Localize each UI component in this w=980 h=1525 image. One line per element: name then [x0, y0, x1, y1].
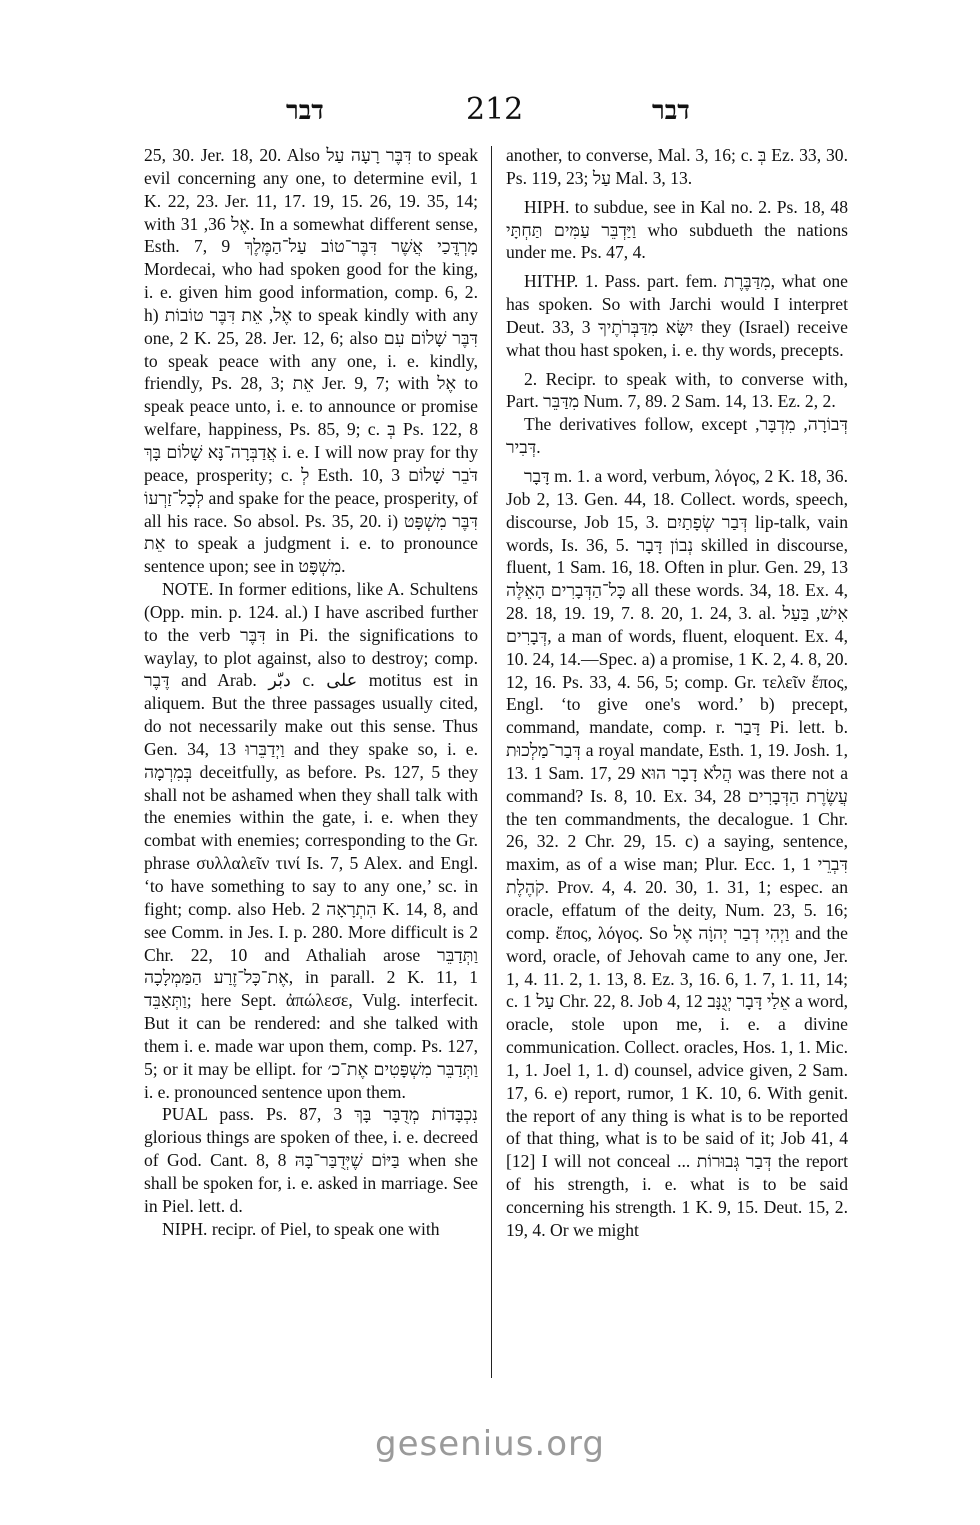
right-paragraph: another, to converse, Mal. 3, 16; c. בְּ Ez. 33, 30. Ps. 119, 23; עַל Mal. 3, 13.: [506, 145, 848, 188]
dabar-entry: דָּבָר m. 1. a word, verbum, λόγος, 2 K. 18, 36. Job 2, 13. Gen. 44, 18. Collect. words, speech, discourse, Job 15, 3. דְּבַר שְׂפָתַיִם lip-talk, vain words, Is. 36, 5. נְבוֹן דָּבָר skilled in discourse, fluent, 1 Sam. 16, 18. Often in plur. Gen. 29, 13 כָּל־הַדְּבָרִים הָאֵלֶּה all these words. 34, 18. Ex. 4, 28. 18, 19. 19, 7. 8. 20, 1. 24, 3. al. אִישׁ, בַּעַל דְּבָרִים, a man of words, fluent, eloquent. Ex. 4, 10. 24, 14.—Spec. a) a promise, 1 K. 2, 4. 8, 20. 12, 16. Ps. 33, 4. 56, 5; comp. Gr. τελεῖν ἔπος, Engl. ‘to give one's word.’ b) precept, command, mandate, comp. r. דָּבַר Pi. lett. b. דְּבַר־מַלְכוּת a royal mandate, Esth. 1, 19. Josh. 1, 13. 1 Sam. 17, 29 הֲלֹא דָבָר הוּא was there not a command? Is. 8, 10. Ex. 34, 28 עֲשֶׂרֶת הַדְּבָרִים the ten commandments, the decalogue. 1 Chr. 26, 32. 2 Chr. 29, 15. c) a saying, sentence, maxim, as of a wise man; Plur. Ecc. 1, 1 דִּבְרֵי קֹהֶלֶת. Prov. 4, 4. 20. 30, 1. 31, 1; espec. an oracle, effatum of the deity, Num. 23, 5. 16; comp. ἔπος, λόγος. So וַיְהִי דְבַר יְהוָֹה אֶל and the word, oracle, of Jehovah came to any one, Jer. 1, 4. 11. 2, 1. 13, 8. Ez. 3, 16. 6, 1. 7, 1. 11, 14; c. עַל 1 Chr. 22, 8. Job 4, 12 אֵלַי דָּבָר יְגֻנָּב a word, oracle, stole upon me, i. e. a divine communication. Collect. oracles, Hos. 1, 1. Mic. 1, 1. Joel 1, 1. d) counsel, advice given, 2 Sam. 17, 6. e) report, rumor, 1 K. 10, 6. With genit. the report of any thing is what is to be reported of that thing, what is to be said of it; Job 41, 4 [12] I will not conceal ... דְּבַר גְּבוּרוֹת the report of his strength, i. e. what is to be said concerning his strength. 1 K. 9, 15. Deut. 15, 2. 19, 4. Or we might: [506, 465, 849, 1240]
column-divider: [491, 146, 492, 1378]
hiph-paragraph: HIPH. to subdue, see in Kal no. 2. Ps. 18, 48 וַיַּדְבֵּר עַמִּים תַּחְתָּי who subdueth the nations under me. Ps. 47, 4.: [506, 196, 848, 263]
hithp-paragraph: HITHP. 1. Pass. part. fem. מִדַּבֶּרֶת, what one has spoken. So with Jarchi would I interpret Deut. 33, 3 יִשָּׂא מִדַּבְּרֹתֶיךָ they (Israel) receive what thou hast spoken, i. e. thy words, precepts.: [506, 271, 848, 360]
page-number: 212: [466, 92, 524, 127]
page-header: [0, 92, 980, 136]
note-paragraph: NOTE. In former editions, like A. Schultens (Opp. min. p. 124. al.) I have ascribed further to the verb דִּבֶּר in Pi. the significations to waylay, to plot against, also to destroy; comp. דֶּבֶר and Arab. دبّر c. على motitus est in aliquem. But the three passages usually cited, do not necessarily make out this sense. Thus Gen. 34, 13 וַיְדַבֵּרוּ and they spake so, i. e. בְּמִרְמָה deceitfully, as before. Ps. 127, 5 they shall not be ashamed when they shall talk with the enemies within the gate, i. e. when they combat with enemies; corresponding to the Gr. phrase συλλαλεῖν τινί Is. 7, 5 Alex. and Engl. ‘to have something to say to any one,’ sc. in fight; comp. also Heb. הִתְרָאָה 2 K. 14, 8, and see Comm. in Jes. I. p. 280. More difficult is 2 Chr. 22, 10 and Athaliah arose וַתְּדַבֵּר אֶת־כָּל־זֶרַע הַמַּמְלָכָה, in parall. 2 K. 11, 1 וַתְּאַבֵּד; here Sept. ἀπώλεσε, Vulg. interfecit. But it can be rendered: and she talked with them i. e. made war upon them, comp. Ps. 127, 5; or it may be ellipt. for וַתְּדַבֵּר מִשְׁפָּטִים אֶת־כ׳ i. e. pronounced sentence upon them.: [144, 579, 479, 1102]
right-running-head: דבר: [652, 96, 690, 126]
niph-paragraph: NIPH. recipr. of Piel, to speak one with: [162, 1218, 440, 1239]
left-column: [144, 144, 478, 1241]
left-paragraph: 25, 30. Jer. 18, 20. Also דִּבֶּר רָעָה עַל to speak evil concerning any one, to determine evil, 1 K. 22, 23. Jer. 11, 17. 19, 15. 26, 19. 35, 14; with אֶל 36, 31. In a somewhat different sense, Esth. 7, 9 מָרְדֳּכַי אֲשֶׁר דִּבֶּר־טוֹב עַל־הַמֶּלֶךְ Mordecai, who had spoken good for the king, i. e. given him good information, comp. 6, 2. h) אֶל, אֵת דִּבֶּר טוֹבוֹת to speak kindly with any one, 2 K. 25, 28. Jer. 12, 6; also דִּבֶּר שָׁלוֹם עִם to speak peace with any one, i. e. kindly, friendly, Ps. 28, 3; אֵת Jer. 9, 7; with אֶל to speak peace unto, i. e. to announce or promise welfare, happiness, Ps. 85, 9; c. בְּ Ps. 122, 8 אֲדַבְּרָה־נָּא שָׁלוֹם בָּךְ i. e. I will now pray for thy peace, prosperity; c. לְ Esth. 10, 3 דֹּבֵר שָׁלוֹם לְכָל־זַרְעוֹ and spake for the peace, prosperity, of all his race. So absol. Ps. 35, 20. i) דִּבֶּר מִשְׁפָּט אֵת to speak a judgment i. e. to pronounce sentence upon; see in מִשְׁפָּט.: [144, 145, 479, 577]
derivatives-paragraph: The derivatives follow, except דְּבוֹרָה, מִדְבָּר, דְּבִיר.: [506, 414, 848, 458]
right-column: [506, 144, 848, 1242]
watermark: gesenius.org: [375, 1424, 605, 1464]
left-running-head: דבר: [286, 96, 324, 126]
pual-paragraph: PUAL pass. Ps. 87, 3 נִכְבָּדוֹת מְדֻבָּר בָּךְ glorious things are spoken of thee, i. e. decreed of God. Cant. 8, 8 בַּיּוֹם שֶׁיְּדֻבַּר־בָּהּ when she shall be spoken for, i. e. asked in marriage. See in Piel. lett. d.: [144, 1104, 478, 1216]
recipr-paragraph: 2. Recipr. to speak with, to converse with, Part. מִדַּבֵּר Num. 7, 89. 2 Sam. 14, 13. Ez. 2, 2.: [506, 368, 848, 412]
